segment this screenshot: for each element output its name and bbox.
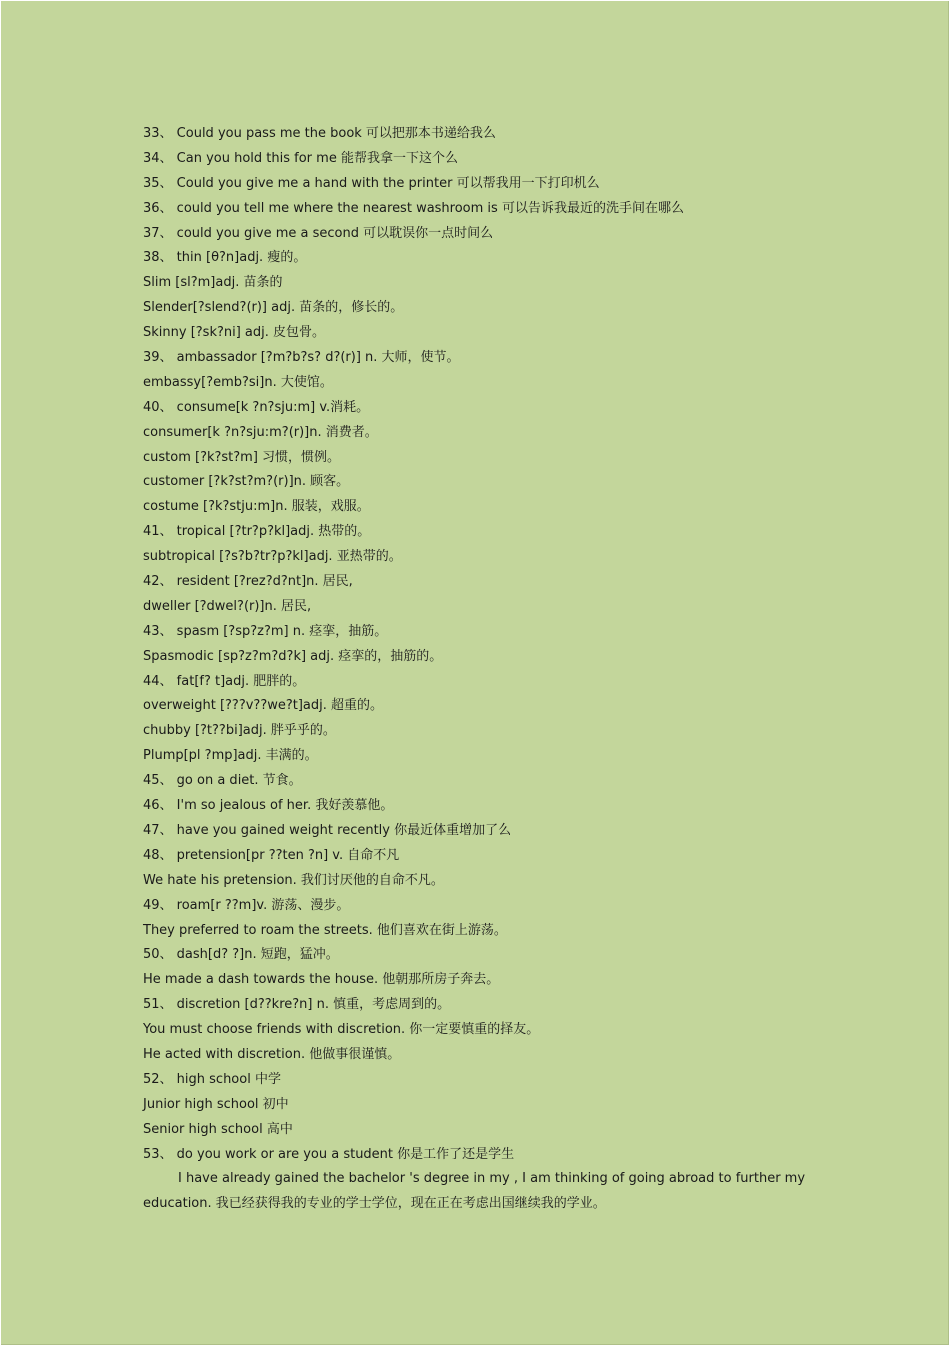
text-line: You must choose friends with discretion. 你一定要慎重的择友。 — [143, 1022, 540, 1038]
text-line: 40、 consume[k ?n?sju:m] v.消耗。 — [143, 399, 370, 415]
text-line: 52、 high school 中学 — [143, 1071, 281, 1087]
text-line: 48、 pretension[pr ??ten ?n] v. 自命不凡 — [143, 847, 400, 863]
text-line: 44、 fat[f? t]adj. 肥胖的。 — [143, 673, 306, 689]
text-line: 50、 dash[d? ?]n. 短跑，猛冲。 — [143, 947, 339, 963]
text-line: 33、 Could you pass me the book 可以把那本书递给我么 — [143, 126, 496, 141]
vocabulary-notes — [143, 122, 806, 1217]
text-line: education. 我已经获得我的专业的学士学位，现在正在考虑出国继续我的学业。 — [143, 1196, 606, 1212]
text-line: dweller [?dwel?(r)]n. 居民, — [143, 598, 312, 614]
text-line: 53、 do you work or are you a student 你是工作了还是学生 — [143, 1146, 515, 1162]
text-line: 43、 spasm [?sp?z?m] n. 痉挛，抽筋。 — [143, 623, 388, 639]
text-line: 46、 I'm so jealous of her. 我好羡慕他。 — [143, 798, 394, 814]
text-line: 42、 resident [?rez?d?nt]n. 居民, — [143, 574, 353, 590]
text-line: embassy[?emb?si]n. 大使馆。 — [143, 374, 333, 390]
text-line: Skinny [?sk?ni] adj. 皮包骨。 — [143, 325, 326, 341]
text-line: 37、 could you give me a second 可以耽误你一点时间么 — [143, 225, 494, 241]
text-line: He acted with discretion. 他做事很谨慎。 — [143, 1046, 401, 1062]
text-line: 34、 Can you hold this for me 能帮我拿一下这个么 — [143, 150, 458, 166]
text-line: 47、 have you gained weight recently 你最近体重增加了么 — [143, 822, 512, 838]
text-line: customer [?k?st?m?(r)]n. 顾客。 — [143, 474, 350, 490]
text-line: subtropical [?s?b?tr?p?kl]adj. 亚热带的。 — [143, 549, 402, 565]
text-line: chubby [?t??bi]adj. 胖乎乎的。 — [143, 723, 336, 739]
text-line: 35、 Could you give me a hand with the printer 可以帮我用一下打印机么 — [143, 175, 600, 191]
text-line: 51、 discretion [d??kre?n] n. 慎重，考虑周到的。 — [143, 997, 451, 1013]
text-line: I have already gained the bachelor 's degree in my , I am thinking of going abroad to further my — [178, 1171, 806, 1187]
text-line: Slim [sl?m]adj. 苗条的 — [143, 275, 283, 291]
text-line: 45、 go on a diet. 节食。 — [143, 773, 302, 789]
text-line: 39、 ambassador [?m?b?s? d?(r)] n. 大师，使节。 — [143, 350, 460, 366]
text-line: overweight [???v??we?t]adj. 超重的。 — [143, 698, 384, 714]
text-line: We hate his pretension. 我们讨厌他的自命不凡。 — [143, 872, 444, 888]
text-line: Slender[?slend?(r)] adj. 苗条的，修长的。 — [143, 300, 404, 316]
text-line: 36、 could you tell me where the nearest washroom is 可以告诉我最近的洗手间在哪么 — [143, 200, 684, 216]
text-line: costume [?k?stju:m]n. 服装，戏服。 — [143, 499, 370, 515]
text-line: custom [?k?st?m] 习惯，惯例。 — [143, 449, 341, 465]
text-line: consumer[k ?n?sju:m?(r)]n. 消费者。 — [143, 424, 378, 440]
text-line: He made a dash towards the house. 他朝那所房子奔去。 — [143, 972, 500, 988]
text-line: Junior high school 初中 — [143, 1096, 289, 1112]
text-line: 38、 thin [θ?n]adj. 瘦的。 — [143, 250, 307, 266]
text-line: Spasmodic [sp?z?m?d?k] adj. 痉挛的，抽筋的。 — [143, 648, 443, 664]
document-page — [1, 1, 949, 1345]
text-line: 49、 roam[r ??m]v. 游荡、漫步。 — [143, 897, 350, 913]
text-line: They preferred to roam the streets. 他们喜欢在街上游荡。 — [143, 922, 507, 938]
text-line: Senior high school 高中 — [143, 1121, 293, 1137]
text-line: 41、 tropical [?tr?p?kl]adj. 热带的。 — [143, 524, 371, 540]
text-line: Plump[pl ?mp]adj. 丰满的。 — [143, 748, 318, 764]
